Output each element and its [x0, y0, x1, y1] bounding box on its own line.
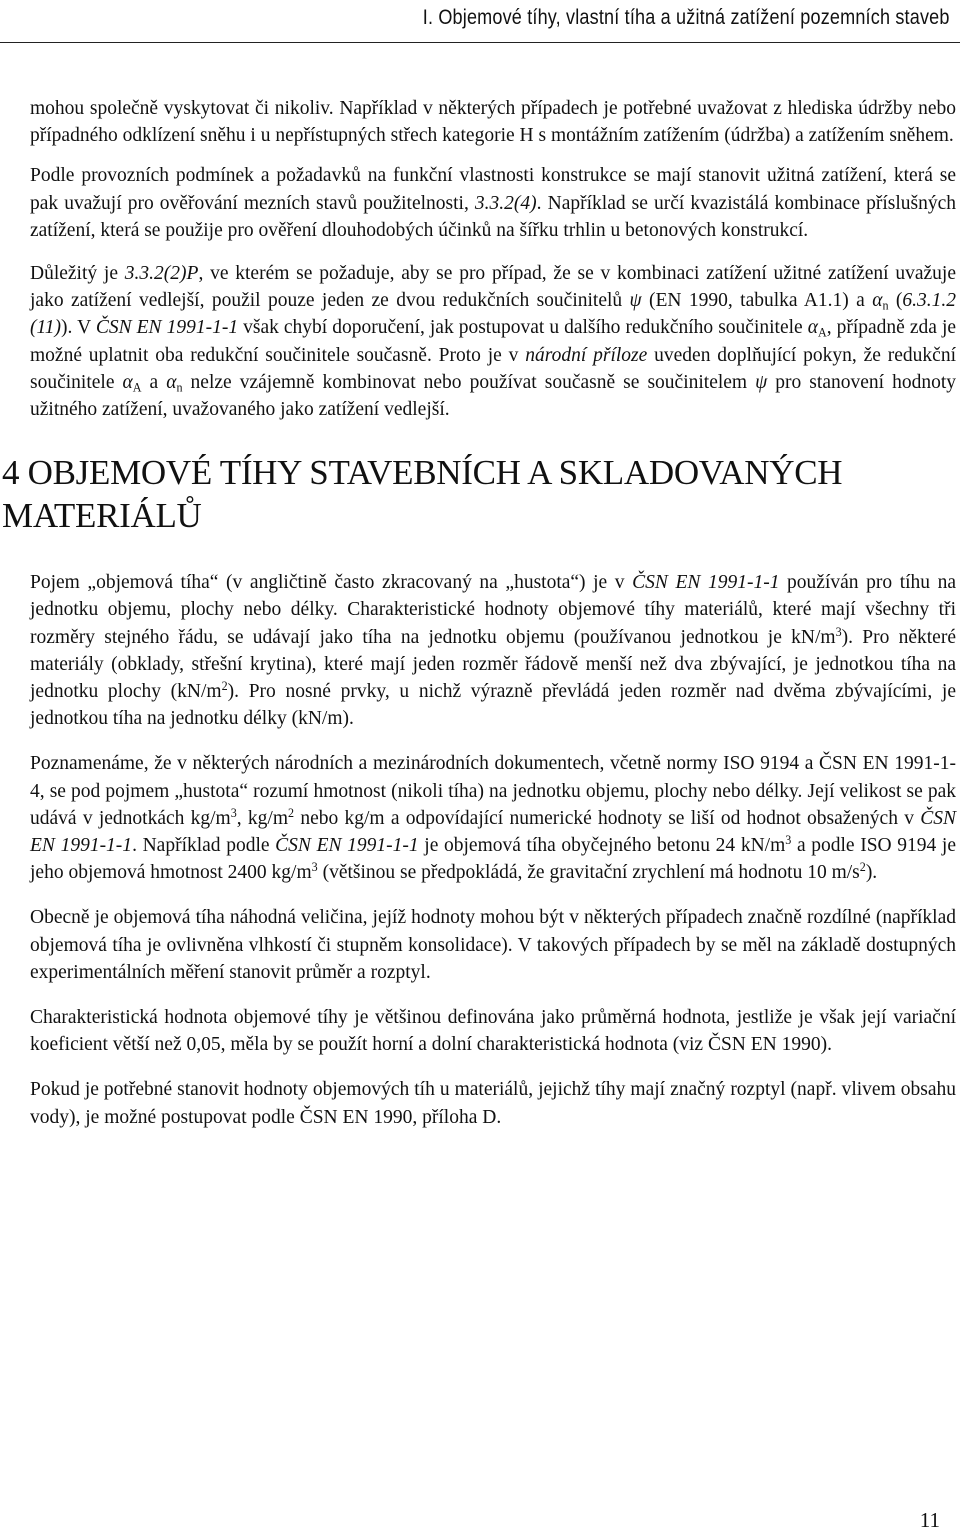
- standard-reference: ČSN EN 1991-1-1: [95, 317, 239, 339]
- paragraph-characteristic-value: Charakteristická hodnota objemové tíhy je většinou definována jako průměrná hodnota, jestliže je však její variační koeficient větší než 0,05, měla by se použít horní a dolní charakteristická hodnota (viz ČSN EN 1990).: [30, 1007, 956, 1056]
- superscript: 3: [835, 624, 842, 639]
- subscript: n: [882, 298, 889, 313]
- clause-reference: 3.3.2(2)P: [124, 263, 199, 285]
- superscript: 2: [221, 678, 228, 693]
- standard-reference: ČSN EN 1991-1-1: [275, 835, 419, 857]
- header-rule: [0, 42, 960, 43]
- clause-reference: 6.3.1.2 (11): [30, 290, 956, 339]
- paragraph-unit-weight: Pojem „objemová tíha“ (v angličtině často zkracovaný na „hustota“) je v ČSN EN 1991-1-1 používán pro tíhu na jednotku objemu, plochy nebo délky. Charakteristické hodnoty objemové tíhy materiálů, které mají všechny tři rozměry stejného řádu, se udávají jako tíha na jednotku objemu (používanou jednotkou je $kN/m^3$). Pro některé materiály (obklady, střešní krytina), které mají jeden rozměr řádově menší než dva zbývající, je jednotkou tíha na jednotku plochy $(kN/m^2)$. Pro nosné prvky, u nichž výrazně převládá jeden rozměr nad dvěma zbývajícími, je jednotkou tíha na jednotku délky (kN/m).: [30, 572, 957, 730]
- paragraph-continuation: mohou společně vyskytovat či nikoliv. Například v některých případech je potřebné uvažovat z hlediska údržby nebo případného odklízení sněhu i u nepřístupných střech kategorie H s montážním zatížením (údržba) a zatížením sněhem.: [30, 98, 956, 147]
- superscript: 3: [785, 832, 792, 847]
- superscript: 3: [230, 805, 237, 820]
- standard-reference: ČSN EN 1991-1-1: [632, 572, 780, 594]
- superscript: 3: [311, 860, 318, 875]
- paragraph-annex-d: Pokud je potřebné stanovit hodnoty objemových tíh u materiálů, jejichž tíhy mají značný rozptyl (např. vlivem obsahu vody), je možné postupovat podle ČSN EN 1990, příloha D.: [30, 1079, 956, 1128]
- alpha-symbol: α: [807, 317, 818, 339]
- annex-reference: národní příloze: [525, 344, 648, 366]
- document-body: [2, 95, 957, 1149]
- alpha-symbol: α: [872, 290, 883, 312]
- clause-reference: 3.3.2(4): [474, 192, 537, 214]
- psi-symbol: ψ: [755, 371, 768, 393]
- paragraph-reduction-factors: Důležitý je 3.3.2(2)P, ve kterém se požaduje, aby se pro případ, že se v kombinaci zatížení užitné zatížení uvažuje jako zatížení vedlejší, použil pouze jeden ze dvou redukčních součinitelů ψ (EN 1990, tabulka A1.1) a $\alpha_n$ (6.3.1.2 (11)). V ČSN EN 1991-1-1 však chybí doporučení, jak postupovat u dalšího redukčního součinitele $\alpha_A$, případně zda je možné uplatnit oba redukční součinitele současně. Proto je v národní příloze uveden doplňující pokyn, že redukční součinitele $\alpha_A$ a $\alpha_n$ nelze vzájemně kombinovat nebo používat současně se součinitelem ψ pro stanovení hodnoty užitného zatížení, uvažovaného jako zatížení vedlejší.: [30, 263, 957, 421]
- superscript: 2: [859, 860, 866, 875]
- paragraph-serviceability: Podle provozních podmínek a požadavků na funkční vlastnosti konstrukce se mají stanovit užitná zatížení, která se pak uvažují pro ověřování mezních stavů použitelnosti, 3.3.2(4). Například se určí kvazistálá kombinace příslušných zatížení, která se použije pro ověření dlouhodobých účinků na šířku trhlin u betonových konstrukcí.: [30, 165, 956, 241]
- superscript: 2: [288, 805, 295, 820]
- paragraph-random-variable: Obecně je objemová tíha náhodná veličina, jejíž hodnoty mohou být v některých případech značně rozdílné (například objemová tíha je ovlivněna vlhkostí či stupněm konsolidace). V takových případech by se měl na základě dostupných experimentálních měření stanovit průměr a rozptyl.: [30, 907, 956, 983]
- page-header: [0, 0, 960, 60]
- alpha-symbol: α: [122, 371, 133, 393]
- alpha-symbol: α: [166, 371, 177, 393]
- page-number: 11: [919, 1508, 940, 1532]
- psi-symbol: ψ: [629, 290, 642, 312]
- subscript: A: [132, 380, 142, 395]
- subscript: n: [176, 380, 183, 395]
- section-heading: 4 OBJEMOVÉ TÍHY STAVEBNÍCH A SKLADOVANÝCH MATERIÁLŮ: [2, 453, 843, 536]
- running-header-title: I. Objemové tíhy, vlastní tíha a užitná zatížení pozemních staveb: [423, 6, 950, 29]
- standard-reference: ČSN EN 1991-1-1: [30, 807, 956, 857]
- subscript: A: [817, 326, 827, 341]
- paragraph-density-note: Poznamenáme, že v některých národních a mezinárodních dokumentech, včetně normy ISO 9194 a ČSN EN 1991-1-4, se pod pojmem „hustota“ rozumí hmotnost (nikoli tíha) na jednotku objemu, plochy nebo délky. Její velikost se pak udává v jednotkách $kg/m^3$, $kg/m^2$ nebo kg/m a odpovídající numerické hodnoty se liší od hodnot obsažených v ČSN EN 1991-1-1. Například podle ČSN EN 1991-1-1 je objemová tíha obyčejného betonu 24 $kN/m^3$ a podle ISO 9194 je jeho objemová hmotnost 2400 $kg/m^3$ (většinou se předpokládá, že gravitační zrychlení má hodnotu 10 $m/s^2$).: [30, 753, 956, 884]
